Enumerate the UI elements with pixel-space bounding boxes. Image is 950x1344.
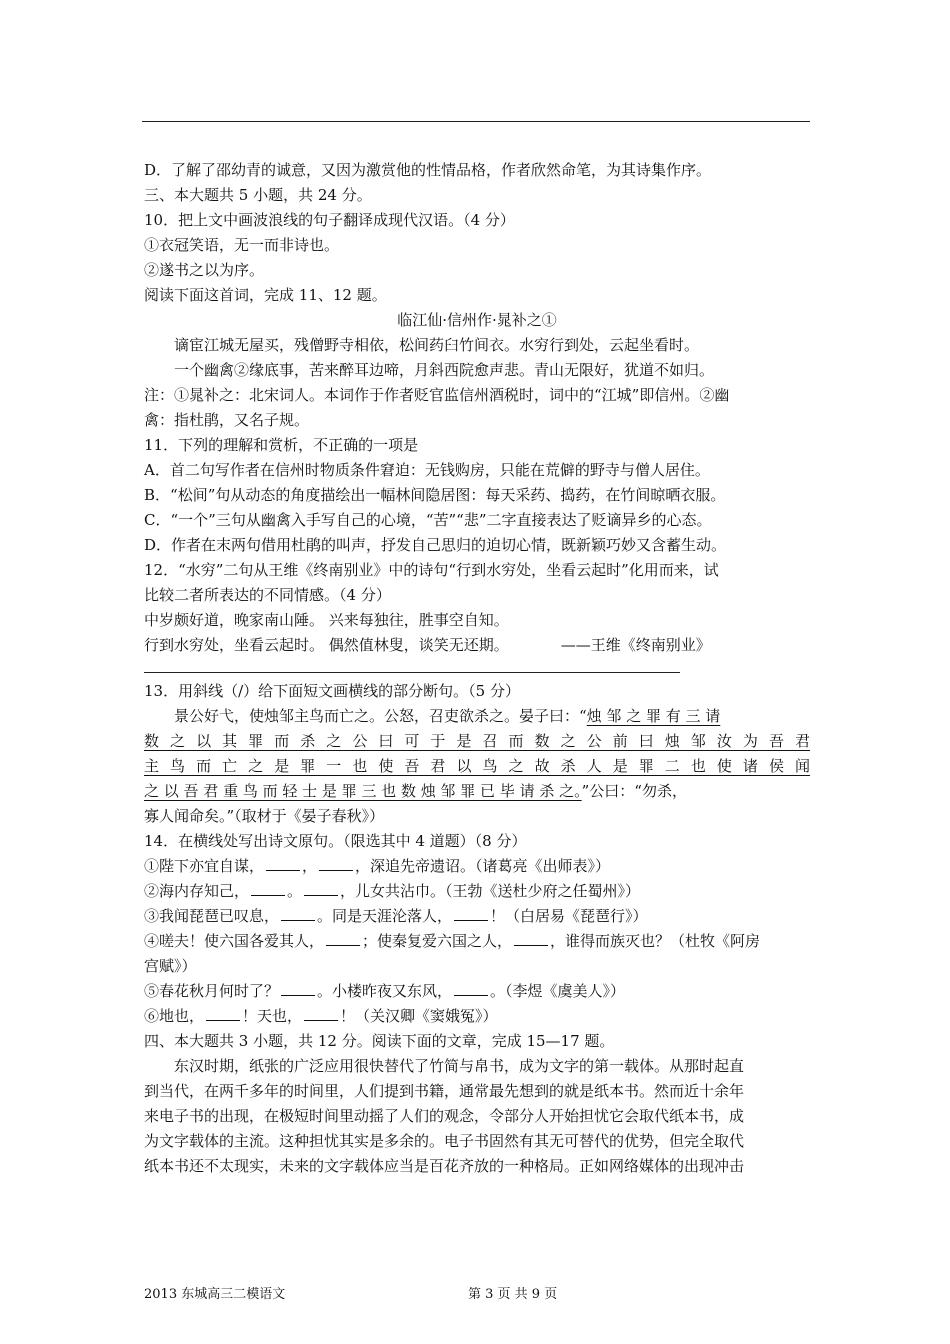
poem-instruction: 阅读下面这首词，完成 11、12 题。 <box>144 286 387 304</box>
passage-intro: 景公好弋，使烛邹主鸟而亡之。公怒，召吏欲杀之。晏子曰：“ <box>174 707 587 725</box>
poem-line-2: 一个幽禽②缘底事，苦来醉耳边啼，月斜西院愈声悲。青山无限好，犹道不如归。 <box>174 361 715 379</box>
underlined-passage: 主 鸟 而 亡 之 是 罪 一 也 使 吾 君 以 鸟 之 故 杀 人 是 罪 二 也 使 诸 侯 闻 <box>144 757 810 775</box>
section-3-title: 三、本大题共 5 小题，共 24 分。 <box>144 186 372 204</box>
underlined-passage: 烛 邹 之 罪 有 三 请 <box>586 707 721 725</box>
q14-text: ！（白居易《琵琶行》） <box>490 907 648 925</box>
essay-paragraph-line: 来电子书的出现，在极短时间里动摇了人们的观念，令部分人开始担忧它会取代纸本书，成 <box>144 1107 745 1125</box>
passage-line-1 <box>144 704 810 729</box>
question-11: 11．下列的理解和赏析，不正确的一项是 <box>144 436 419 454</box>
answer-blank[interactable] <box>251 881 285 896</box>
q14-text: ，儿女共沾巾。（王勃《送杜少府之任蜀州》） <box>340 882 641 900</box>
q14-text: ！（关汉卿《窦娥冤》） <box>340 1007 498 1025</box>
answer-blank[interactable] <box>326 931 360 946</box>
section-4-title: 四、本大题共 3 小题，共 12 分。阅读下面的文章，完成 15—17 题。 <box>144 1032 615 1050</box>
question-10: 10．把上文中画波浪线的句子翻译成现代汉语。（4 分） <box>144 211 515 229</box>
page-body <box>144 158 810 1179</box>
question-12-cont: 比较二者所表达的不同情感。（4 分） <box>144 586 391 604</box>
poem-title: 临江仙·信州作·晁补之① <box>397 311 557 329</box>
wangwei-poem-text: 行到水穷处，坐看云起时。 偶然值林叟，谈笑无还期。 <box>144 636 509 654</box>
wangwei-attribution: ——王维《终南别业》 <box>560 636 711 654</box>
q14-text: 。（李煜《虞美人》） <box>490 982 626 1000</box>
option-d-prev: D．了解了邵幼青的诚意，又因为激赏他的性情品格，作者欣然命笔，为其诗集作序。 <box>144 161 712 179</box>
q14-item-5 <box>144 979 810 1004</box>
q14-text: 。同是天涯沦落人， <box>317 907 453 925</box>
answer-blank[interactable] <box>454 906 488 921</box>
footer-page-number: 第 3 页 共 9 页 <box>468 1287 558 1302</box>
underlined-passage: 数 之 以 其 罪 而 杀 之 公 曰 可 于 是 召 而 数 之 公 前 曰 烛 邹 汝 为 吾 君 <box>144 732 810 750</box>
wangwei-poem-line-2 <box>144 633 810 658</box>
essay-paragraph-line: 为文字载体的主流。这种担忧其实是多余的。电子书固然有其无可替代的优势，但完全取代 <box>144 1132 745 1150</box>
q10-sentence-1: ①衣冠笑语，无一而非诗也。 <box>144 236 340 254</box>
wangwei-poem-line-1: 中岁颇好道，晚家南山陲。 兴来每独往，胜事空自知。 <box>144 611 509 629</box>
answer-blank[interactable] <box>281 981 315 996</box>
q10-sentence-2: ②遂书之以为序。 <box>144 261 265 279</box>
footer-exam-name: 2013 东城高三二模语文 <box>144 1287 286 1302</box>
q14-text: ②海内存知己， <box>144 882 250 900</box>
q14-item-6 <box>144 1004 810 1029</box>
q11-option-c: C．“一个”三句从幽禽入手写自己的心境，“苦”“悲”二字直接表达了贬谪异乡的心态。 <box>144 511 712 529</box>
q14-text: ⑥地也， <box>144 1007 205 1025</box>
q14-text: ⑤春花秋月何时了？ <box>144 982 280 1000</box>
passage-line-4 <box>144 779 810 804</box>
answer-blank[interactable] <box>304 1006 338 1021</box>
header-rule <box>142 121 810 122</box>
q14-item-3 <box>144 904 810 929</box>
underlined-passage: 之 以 吾 君 重 鸟 而 轻 士 是 罪 三 也 数 烛 邹 罪 已 毕 请 杀 之。 <box>144 782 582 800</box>
q14-text: ，谁得而族灭也？（杜牧《阿房 <box>550 932 761 950</box>
answer-blank[interactable] <box>266 856 300 871</box>
answer-blank[interactable] <box>304 881 338 896</box>
answer-blank[interactable] <box>281 906 315 921</box>
passage-after: ”公曰：“勿杀， <box>581 782 687 800</box>
answer-blank[interactable] <box>206 1006 240 1021</box>
passage-source: 寡人闻命矣。”（取材于《晏子春秋》） <box>144 807 385 825</box>
essay-paragraph-line: 东汉时期，纸张的广泛应用很快替代了竹简与帛书，成为文字的第一载体。从那时起直 <box>174 1057 745 1075</box>
q14-text: ③我闻琵琶已叹息， <box>144 907 280 925</box>
question-13: 13．用斜线（/）给下面短文画横线的部分断句。（5 分） <box>144 682 520 700</box>
essay-paragraph-line: 到当代，在两千多年的时间里，人们提到书籍，通常最先想到的就是纸本书。然而近十余年 <box>144 1082 745 1100</box>
essay-paragraph-line: 纸本书还不太现实，未来的文字载体应当是百花齐放的一种格局。正如网络媒体的出现冲击 <box>144 1157 745 1175</box>
q14-text: ④嗟夫！使六国各爱其人， <box>144 932 325 950</box>
q14-text: ！天也， <box>242 1007 303 1025</box>
q11-option-a: A．首二句写作者在信州时物质条件窘迫：无钱购房，只能在荒僻的野寺与僧人居住。 <box>144 461 710 479</box>
q14-item-4-cont: 宫赋》） <box>144 957 197 975</box>
q14-text: 。 <box>287 882 303 900</box>
q14-item-4 <box>144 929 810 954</box>
q14-text: ；使秦复爱六国之人， <box>362 932 513 950</box>
q11-option-b: B．“松间”句从动态的角度描绘出一幅林间隐居图：每天采药、捣药，在竹间晾晒衣服。 <box>144 486 726 504</box>
q14-text: ①陛下亦宜自谋， <box>144 857 265 875</box>
q14-text: ，深追先帝遗诏。（诸葛亮《出师表》） <box>355 857 611 875</box>
q14-item-1 <box>144 854 810 879</box>
question-12: 12．“水穷”二句从王维《终南别业》中的诗句“行到水穷处，坐看云起时”化用而来，试 <box>144 561 719 579</box>
poem-note-cont: 禽：指杜鹃，又名子规。 <box>144 411 310 429</box>
poem-line-1: 谪宦江城无屋买，残僧野寺相依，松间药臼竹间衣。水穷行到处，云起坐看时。 <box>174 336 700 354</box>
answer-blank[interactable] <box>319 856 353 871</box>
q14-text: 。小楼昨夜又东风， <box>317 982 453 1000</box>
poem-note: 注：①晁补之：北宋词人。本词作于作者贬官监信州酒税时，词中的“江城”即信州。②幽 <box>144 386 730 404</box>
question-14: 14．在横线处写出诗文原句。（限选其中 4 道题）（8 分） <box>144 832 527 850</box>
divider-rule <box>144 672 680 673</box>
q11-option-d: D．作者在末两句借用杜鹃的叫声，抒发自己思归的迫切心情，既新颖巧妙又含蓄生动。 <box>144 536 727 554</box>
q14-text: ， <box>302 857 318 875</box>
answer-blank[interactable] <box>514 931 548 946</box>
q14-item-2 <box>144 879 810 904</box>
answer-blank[interactable] <box>454 981 488 996</box>
